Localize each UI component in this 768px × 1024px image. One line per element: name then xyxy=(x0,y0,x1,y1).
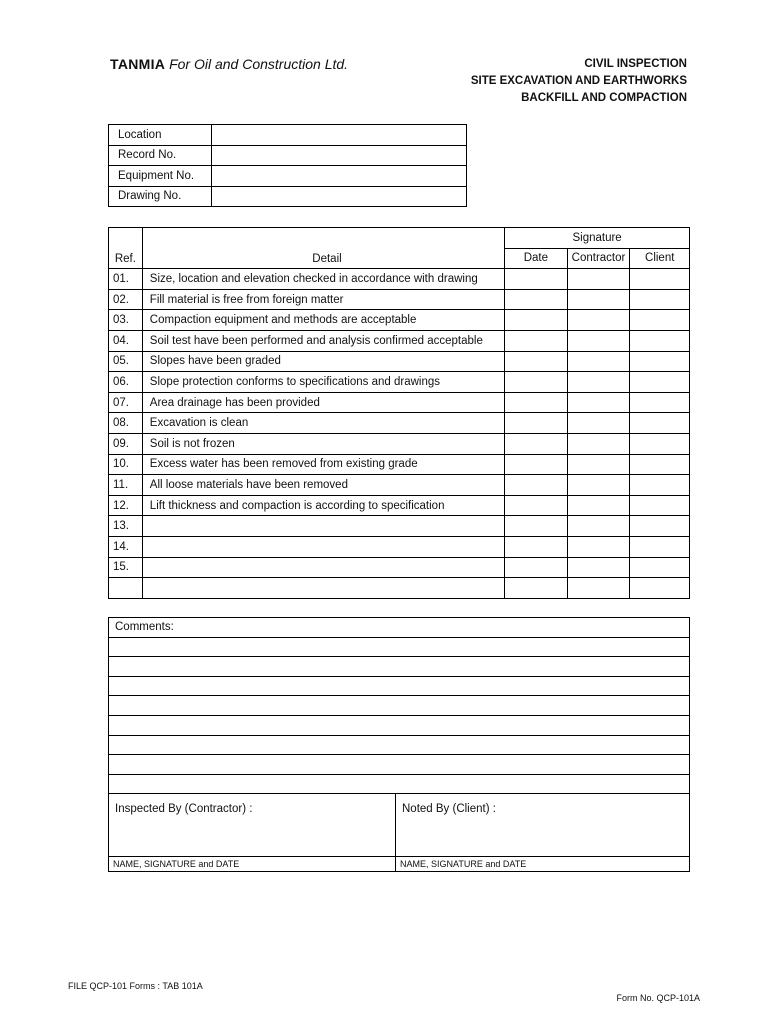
client-sign-cell[interactable] xyxy=(630,495,690,516)
contractor-sign-cell[interactable] xyxy=(567,557,630,578)
form-title-line: SITE EXCAVATION AND EARTHWORKS xyxy=(470,75,687,87)
date-sign-cell[interactable] xyxy=(505,495,567,516)
client-sign-cell[interactable] xyxy=(630,413,690,434)
checklist-row xyxy=(109,454,690,475)
checklist-row xyxy=(109,289,690,310)
comment-line[interactable] xyxy=(109,775,689,795)
client-sign-cell[interactable] xyxy=(630,372,690,393)
info-label: Record No. xyxy=(109,145,212,166)
contractor-sign-cell[interactable] xyxy=(567,392,630,413)
info-label: Location xyxy=(109,125,212,146)
detail-cell: Excess water has been removed from existing grade xyxy=(142,454,504,475)
date-sign-cell[interactable] xyxy=(505,516,567,537)
checklist-row xyxy=(109,578,690,599)
checklist-row xyxy=(109,351,690,372)
contractor-sign-cell[interactable] xyxy=(567,330,630,351)
comment-line[interactable] xyxy=(109,716,689,736)
ref-cell: 02. xyxy=(109,289,143,310)
client-sign-cell[interactable] xyxy=(630,557,690,578)
checklist-row xyxy=(109,557,690,578)
info-row xyxy=(109,186,467,207)
comment-line[interactable] xyxy=(109,657,689,677)
inspection-checklist-table xyxy=(108,227,690,599)
equipment-no-field[interactable] xyxy=(212,166,467,187)
date-column-header: Date xyxy=(505,248,567,269)
detail-cell: Size, location and elevation checked in accordance with drawing xyxy=(142,269,504,290)
ref-cell: 04. xyxy=(109,330,143,351)
ref-cell: 06. xyxy=(109,372,143,393)
contractor-sign-cell[interactable] xyxy=(567,433,630,454)
date-sign-cell[interactable] xyxy=(505,392,567,413)
date-sign-cell[interactable] xyxy=(505,475,567,496)
client-sign-cell[interactable] xyxy=(630,289,690,310)
file-reference: FILE QCP-101 Forms : TAB 101A xyxy=(68,981,203,991)
detail-cell: Soil test have been performed and analysis confirmed acceptable xyxy=(142,330,504,351)
ref-cell xyxy=(109,578,143,599)
signature-column-header: Signature xyxy=(505,228,690,249)
company-brand: TANMIA xyxy=(110,56,166,72)
contractor-sign-cell[interactable] xyxy=(567,536,630,557)
comment-line[interactable] xyxy=(109,696,689,716)
date-sign-cell[interactable] xyxy=(505,413,567,434)
ref-column-header: Ref. xyxy=(109,228,143,269)
detail-cell: Compaction equipment and methods are acceptable xyxy=(142,310,504,331)
checklist-row xyxy=(109,433,690,454)
detail-cell: Area drainage has been provided xyxy=(142,392,504,413)
date-sign-cell[interactable] xyxy=(505,454,567,475)
ref-cell: 12. xyxy=(109,495,143,516)
client-sign-cell[interactable] xyxy=(630,310,690,331)
contractor-sign-cell[interactable] xyxy=(567,454,630,475)
client-sign-cell[interactable] xyxy=(630,351,690,372)
checklist-row xyxy=(109,536,690,557)
record-no-field[interactable] xyxy=(212,145,467,166)
ref-cell: 14. xyxy=(109,536,143,557)
company-name-rest: For Oil and Construction Ltd. xyxy=(169,56,349,72)
contractor-sign-cell[interactable] xyxy=(567,495,630,516)
comments-label: Comments: xyxy=(109,618,689,638)
detail-cell xyxy=(142,516,504,537)
checklist-row xyxy=(109,372,690,393)
client-sign-cell[interactable] xyxy=(630,330,690,351)
inspected-by-field[interactable]: Inspected By (Contractor) : xyxy=(109,794,396,856)
ref-cell: 13. xyxy=(109,516,143,537)
client-sign-cell[interactable] xyxy=(630,454,690,475)
checklist-row xyxy=(109,330,690,351)
ref-cell: 05. xyxy=(109,351,143,372)
info-row xyxy=(109,145,467,166)
info-row xyxy=(109,125,467,146)
date-sign-cell[interactable] xyxy=(505,330,567,351)
comment-line[interactable] xyxy=(109,677,689,697)
checklist-row xyxy=(109,392,690,413)
ref-cell: 01. xyxy=(109,269,143,290)
checklist-row xyxy=(109,495,690,516)
date-sign-cell[interactable] xyxy=(505,433,567,454)
detail-cell: Fill material is free from foreign matter xyxy=(142,289,504,310)
checklist-row xyxy=(109,310,690,331)
date-sign-cell[interactable] xyxy=(505,578,567,599)
client-sign-cell[interactable] xyxy=(630,536,690,557)
ref-cell: 03. xyxy=(109,310,143,331)
ref-cell: 15. xyxy=(109,557,143,578)
location-field[interactable] xyxy=(212,125,467,146)
contractor-sign-cell[interactable] xyxy=(567,578,630,599)
detail-cell xyxy=(142,578,504,599)
detail-cell: Slope protection conforms to specifications and drawings xyxy=(142,372,504,393)
form-number: Form No. QCP-101A xyxy=(616,993,700,1003)
contractor-sign-cell[interactable] xyxy=(567,310,630,331)
form-title-block xyxy=(471,56,687,107)
date-sign-cell[interactable] xyxy=(505,557,567,578)
date-sign-cell[interactable] xyxy=(505,289,567,310)
date-sign-cell[interactable] xyxy=(505,269,567,290)
client-column-header: Client xyxy=(630,248,690,269)
ref-cell: 11. xyxy=(109,475,143,496)
drawing-no-field[interactable] xyxy=(212,186,467,207)
date-sign-cell[interactable] xyxy=(505,310,567,331)
client-sign-cell[interactable] xyxy=(630,392,690,413)
contractor-column-header: Contractor xyxy=(567,248,630,269)
checklist-row xyxy=(109,516,690,537)
contractor-sign-cell[interactable] xyxy=(567,475,630,496)
detail-cell: Lift thickness and compaction is according to specification xyxy=(142,495,504,516)
info-label: Drawing No. xyxy=(109,186,212,207)
company-name xyxy=(110,56,348,72)
comment-line[interactable] xyxy=(109,638,689,658)
date-sign-cell[interactable] xyxy=(505,372,567,393)
name-signature-date-caption: NAME, SIGNATURE and DATE xyxy=(400,859,527,870)
detail-cell xyxy=(142,557,504,578)
contractor-sign-cell[interactable] xyxy=(567,289,630,310)
detail-cell: Soil is not frozen xyxy=(142,433,504,454)
contractor-sign-cell[interactable] xyxy=(567,413,630,434)
detail-column-header: Detail xyxy=(142,228,504,269)
date-sign-cell[interactable] xyxy=(505,536,567,557)
info-row xyxy=(109,166,467,187)
client-sign-cell[interactable] xyxy=(630,475,690,496)
ref-cell: 09. xyxy=(109,433,143,454)
contractor-sign-cell[interactable] xyxy=(567,269,630,290)
detail-cell: Slopes have been graded xyxy=(142,351,504,372)
detail-cell: Excavation is clean xyxy=(142,413,504,434)
comment-line[interactable] xyxy=(109,736,689,756)
form-title-line: BACKFILL AND COMPACTION xyxy=(521,92,687,104)
detail-cell: All loose materials have been removed xyxy=(142,475,504,496)
checklist-row xyxy=(109,413,690,434)
comments-section xyxy=(108,617,690,872)
name-caption-row xyxy=(109,857,689,871)
client-sign-cell[interactable] xyxy=(630,578,690,599)
client-sign-cell[interactable] xyxy=(630,433,690,454)
contractor-sign-cell[interactable] xyxy=(567,351,630,372)
client-sign-cell[interactable] xyxy=(630,516,690,537)
noted-by-field[interactable]: Noted By (Client) : xyxy=(402,803,496,816)
record-info-table xyxy=(108,124,467,207)
form-title-line: CIVIL INSPECTION xyxy=(584,58,687,70)
ref-cell: 10. xyxy=(109,454,143,475)
checklist-header-row xyxy=(109,228,690,249)
name-signature-date-caption: NAME, SIGNATURE and DATE xyxy=(109,857,396,871)
checklist-row xyxy=(109,269,690,290)
info-label: Equipment No. xyxy=(109,166,212,187)
detail-cell xyxy=(142,536,504,557)
date-sign-cell[interactable] xyxy=(505,351,567,372)
comment-line[interactable] xyxy=(109,755,689,775)
contractor-sign-cell[interactable] xyxy=(567,372,630,393)
signoff-row xyxy=(109,794,689,857)
contractor-sign-cell[interactable] xyxy=(567,516,630,537)
client-sign-cell[interactable] xyxy=(630,269,690,290)
checklist-row xyxy=(109,475,690,496)
ref-cell: 08. xyxy=(109,413,143,434)
ref-cell: 07. xyxy=(109,392,143,413)
